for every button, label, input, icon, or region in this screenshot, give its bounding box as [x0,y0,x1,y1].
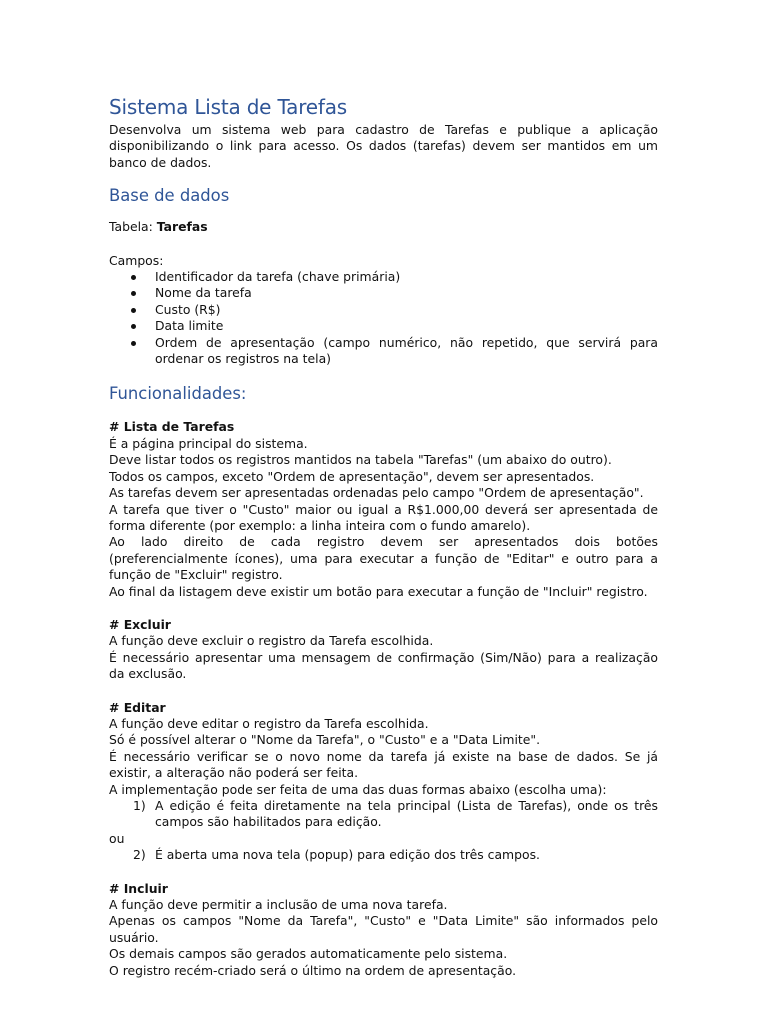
paragraph-line: Só é possível alterar o "Nome da Tarefa", o "Custo" e a "Data Limite". [109,732,541,748]
bullet-icon [131,308,136,313]
list-item: 2) É aberta uma nova tela (popup) para edição dos três campos. [133,847,540,863]
bullet-icon [131,324,136,329]
paragraph-line: Ao lado direito de cada registro devem ser apresentados dois botões (preferencialmente ícones), uma para executar a função de "Editar" e outro para a função de "Excluir" registro. [109,534,658,583]
list-item: Identificador da tarefa (chave primária) [109,269,658,285]
paragraph-line: A implementação pode ser feita de uma das duas formas abaixo (escolha uma): [109,781,607,797]
section-editar [109,700,658,864]
heading-base-de-dados: Base de dados [109,186,230,206]
document-title: Sistema Lista de Tarefas [109,95,348,119]
section-title: # Editar [109,699,166,715]
edit-options-list [109,847,658,863]
section-incluir [109,881,658,979]
fields-label: Campos: [109,252,164,268]
paragraph-line: É necessário apresentar uma mensagem de confirmação (Sim/Não) para a realização da exclusão. [109,649,658,682]
paragraph-line: Deve listar todos os registros mantidos na tabela "Tarefas" (um abaixo do outro). [109,452,612,468]
section-lista-de-tarefas [109,419,658,599]
heading-funcionalidades: Funcionalidades: [109,384,247,404]
paragraph-line: A função deve excluir o registro da Tarefa escolhida. [109,633,434,649]
paragraph-line: É a página principal do sistema. [109,435,308,451]
paragraph-line: A tarefa que tiver o "Custo" maior ou igual a R$1.000,00 deverá ser apresentada de forma diferente (por exemplo: a linha inteira com o fundo amarelo). [109,501,658,533]
paragraph-line: A função deve permitir a inclusão de uma nova tarefa. [109,897,448,913]
section-title: # Lista de Tarefas [109,419,235,435]
paragraph-line: Os demais campos são gerados automaticamente pelo sistema. [109,946,508,962]
section-title: # Excluir [109,616,171,632]
list-number: 2) [133,847,146,863]
list-number: 1) [133,798,146,813]
list-item: Custo (R$) [109,302,658,318]
paragraph-line: O registro recém-criado será o último na ordem de apresentação. [109,962,517,978]
table-label: Tabela: [109,219,157,235]
section-excluir [109,617,658,683]
paragraph-line: A função deve editar o registro da Tarefa escolhida. [109,715,429,731]
edit-options-list [109,798,658,831]
or-text: ou [109,830,125,846]
intro-paragraph: Desenvolva um sistema web para cadastro de Tarefas e publique a aplicação disponibilizando o link para acesso. Os dados (tarefas) devem ser mantidos em um banco de dados. [109,122,658,170]
fields-list [109,269,658,367]
paragraph-line: Todos os campos, exceto "Ordem de apresentação", devem ser apresentados. [109,468,595,484]
table-line [109,219,658,235]
list-item: Data limite [109,318,658,334]
section-title: # Incluir [109,880,168,896]
paragraph-line: As tarefas devem ser apresentadas ordenadas pelo campo "Ordem de apresentação". [109,485,644,501]
bullet-icon [131,341,136,346]
paragraph-line: É necessário verificar se o novo nome da tarefa já existe na base de dados. Se já existir, a alteração não poderá ser feita. [109,748,658,781]
list-item: 1) A edição é feita diretamente na tela principal (Lista de Tarefas), onde os três campos são habilitados para edição. [133,798,658,830]
paragraph-line: Apenas os campos "Nome da Tarefa", "Custo" e "Data Limite" são informados pelo usuário. [109,913,658,945]
table-name: Tarefas [156,219,208,235]
paragraph-line: Ao final da listagem deve existir um botão para executar a função de "Incluir" registro. [109,583,648,599]
document-page [109,94,658,979]
bullet-icon [131,275,136,280]
bullet-icon [131,291,136,296]
list-item: Nome da tarefa [109,285,658,301]
list-item: Ordem de apresentação (campo numérico, não repetido, que servirá para ordenar os registros na tela) [109,335,658,368]
